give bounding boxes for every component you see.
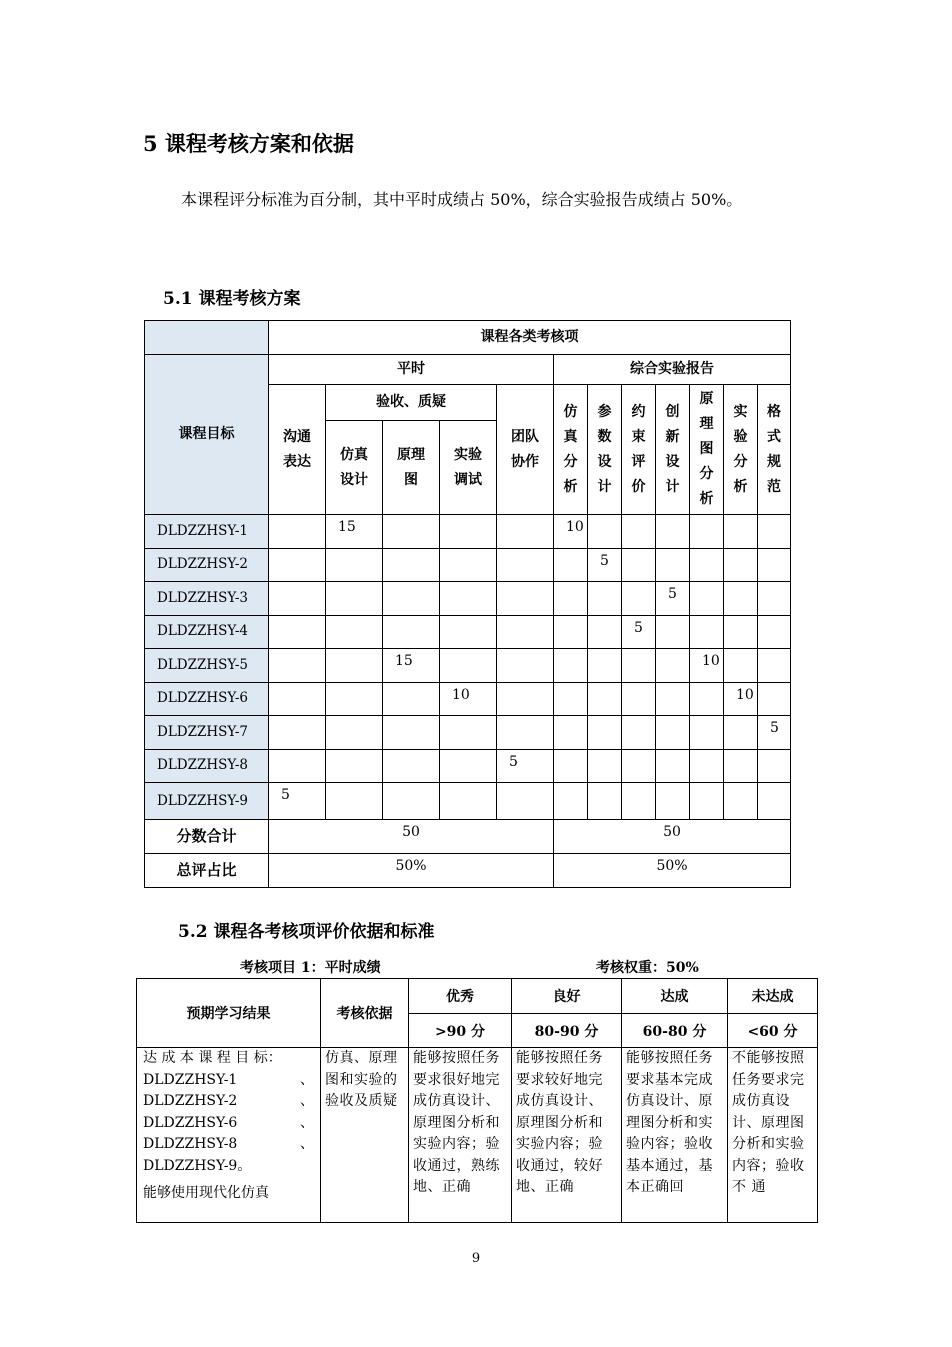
score-cell: 5 xyxy=(758,716,791,750)
score-cell xyxy=(269,615,326,649)
header-pass-range: 60-80 分 xyxy=(622,1014,728,1048)
score-cell xyxy=(622,548,656,582)
table-row xyxy=(145,783,791,820)
course-goal-code: DLDZZHSY-5 xyxy=(145,649,269,683)
outcome-goal-line: DLDZZHSY-9。 xyxy=(143,1157,252,1174)
header-col-schematic: 原理 图 xyxy=(383,421,440,515)
header-report-col: 原 理 图 分 析 xyxy=(690,385,724,515)
score-cell xyxy=(588,682,622,716)
score-cell xyxy=(497,783,554,820)
score-cell xyxy=(622,749,656,783)
table-row xyxy=(145,682,791,716)
header-outcome: 预期学习结果 xyxy=(137,979,321,1048)
score-cell xyxy=(690,716,724,750)
score-cell xyxy=(497,682,554,716)
corner-cell xyxy=(145,321,269,355)
score-cell: 10 xyxy=(724,682,758,716)
score-cell xyxy=(622,783,656,820)
score-cell xyxy=(690,682,724,716)
score-cell xyxy=(588,515,622,549)
table2-caption-weight: 考核权重：50% xyxy=(596,960,699,976)
score-cell xyxy=(588,615,622,649)
score-cell xyxy=(383,716,440,750)
score-cell xyxy=(690,783,724,820)
course-goal-code: DLDZZHSY-9 xyxy=(145,783,269,820)
header-col-teamwork: 团队 协作 xyxy=(497,385,554,515)
subsection-title-5-1: 5.1 课程考核方案 xyxy=(163,289,301,309)
score-cell xyxy=(656,783,690,820)
score-cell xyxy=(656,548,690,582)
header-good: 良好 xyxy=(512,979,622,1014)
score-cell: 15 xyxy=(383,649,440,683)
score-cell xyxy=(554,749,588,783)
header-col-simulation: 仿真 设计 xyxy=(326,421,383,515)
table-row xyxy=(145,716,791,750)
score-cell xyxy=(690,515,724,549)
header-report-col: 仿 真 分 析 xyxy=(554,385,588,515)
header-report-col: 格 式 规 范 xyxy=(758,385,791,515)
score-cell xyxy=(656,749,690,783)
score-cell xyxy=(724,783,758,820)
score-cell xyxy=(622,515,656,549)
score-cell xyxy=(554,615,588,649)
score-cell xyxy=(554,716,588,750)
header-excellent: 优秀 xyxy=(409,979,512,1014)
score-cell xyxy=(383,582,440,616)
score-cell: 5 xyxy=(497,749,554,783)
score-cell xyxy=(724,548,758,582)
table-row xyxy=(145,615,791,649)
header-fail-range: <60 分 xyxy=(728,1014,818,1048)
score-cell xyxy=(656,716,690,750)
score-cell xyxy=(269,749,326,783)
score-cell xyxy=(724,615,758,649)
score-cell xyxy=(497,548,554,582)
score-cell xyxy=(758,649,791,683)
outcome-goal-line: DLDZZHSY-6 、 xyxy=(143,1114,314,1131)
course-goal-code: DLDZZHSY-8 xyxy=(145,749,269,783)
score-cell xyxy=(269,716,326,750)
score-cell xyxy=(690,749,724,783)
sum-row xyxy=(145,820,791,854)
score-cell xyxy=(622,682,656,716)
score-cell xyxy=(269,682,326,716)
header-pingshi: 平时 xyxy=(269,355,554,385)
header-col-experiment: 实验 调试 xyxy=(440,421,497,515)
score-cell xyxy=(656,649,690,683)
outcome-lead: 达 成 本 课 程 目 标： xyxy=(143,1050,282,1066)
score-cell xyxy=(758,582,791,616)
header-fail: 未达成 xyxy=(728,979,818,1014)
score-cell xyxy=(588,716,622,750)
score-cell xyxy=(497,716,554,750)
header-basis: 考核依据 xyxy=(321,979,409,1048)
score-cell xyxy=(554,582,588,616)
sum-row-pingshi: 50 xyxy=(269,820,554,854)
ratio-row xyxy=(145,854,791,888)
score-cell xyxy=(758,783,791,820)
score-cell xyxy=(440,548,497,582)
header-col-communication: 沟通 表达 xyxy=(269,385,326,515)
score-cell xyxy=(326,548,383,582)
score-cell xyxy=(622,649,656,683)
table-row xyxy=(145,548,791,582)
outcome-goal-line: DLDZZHSY-1 、 xyxy=(143,1071,314,1088)
score-cell xyxy=(497,615,554,649)
header-good-range: 80-90 分 xyxy=(512,1014,622,1048)
score-cell xyxy=(758,682,791,716)
assessment-plan-table xyxy=(144,320,791,888)
ratio-row-pingshi: 50% xyxy=(269,854,554,888)
section-title: 5 课程考核方案和依据 xyxy=(143,131,354,156)
score-cell xyxy=(269,582,326,616)
score-cell xyxy=(622,716,656,750)
score-cell xyxy=(383,515,440,549)
course-goal-code: DLDZZHSY-4 xyxy=(145,615,269,649)
score-cell xyxy=(554,783,588,820)
score-cell xyxy=(440,649,497,683)
header-pass: 达成 xyxy=(622,979,728,1014)
outcome-cell xyxy=(137,1048,321,1223)
score-cell xyxy=(724,649,758,683)
score-cell: 10 xyxy=(554,515,588,549)
sum-row-report: 50 xyxy=(554,820,791,854)
outcome-goal-line: DLDZZHSY-2 、 xyxy=(143,1093,314,1109)
score-cell: 5 xyxy=(588,548,622,582)
score-cell xyxy=(440,515,497,549)
score-cell xyxy=(326,615,383,649)
score-cell xyxy=(440,716,497,750)
score-cell xyxy=(326,716,383,750)
score-cell xyxy=(326,783,383,820)
pass-cell: 能够按照任务要求基本完成仿真设计、原理图分析和实验内容；验收基本通过，基本正确回 xyxy=(622,1048,728,1223)
evaluation-criteria-table xyxy=(136,978,818,1223)
score-cell xyxy=(758,749,791,783)
outcome-goal-line: DLDZZHSY-8 、 xyxy=(143,1136,314,1152)
score-cell xyxy=(383,783,440,820)
score-cell xyxy=(656,682,690,716)
score-cell xyxy=(758,615,791,649)
header-report-col: 创 新 设 计 xyxy=(656,385,690,515)
score-cell: 5 xyxy=(269,783,326,820)
score-cell xyxy=(724,749,758,783)
score-cell xyxy=(758,515,791,549)
score-cell xyxy=(326,582,383,616)
table-row xyxy=(145,582,791,616)
score-cell xyxy=(690,582,724,616)
score-cell xyxy=(269,515,326,549)
score-cell xyxy=(440,783,497,820)
sum-row-label: 分数合计 xyxy=(145,820,269,854)
score-cell xyxy=(724,716,758,750)
intro-paragraph: 本课程评分标准为百分制，其中平时成绩占 50%，综合实验报告成绩占 50%。 xyxy=(181,190,743,209)
table-row xyxy=(145,749,791,783)
subsection-title-5-2: 5.2 课程各考核项评价依据和标准 xyxy=(178,922,435,942)
header-acceptance: 验收、质疑 xyxy=(326,385,497,421)
score-cell xyxy=(440,582,497,616)
score-cell xyxy=(497,649,554,683)
score-cell xyxy=(656,515,690,549)
score-cell xyxy=(383,615,440,649)
good-cell: 能够按照任务要求较好地完成仿真设计、原理图分析和实验内容；验收通过，较好地、正确 xyxy=(512,1048,622,1223)
score-cell xyxy=(554,682,588,716)
fail-cell: 不能够按照任务要求完成仿真设计、原理图分析和实验内容；验收 不 通 xyxy=(728,1048,818,1223)
score-cell xyxy=(622,582,656,616)
score-cell xyxy=(269,548,326,582)
score-cell xyxy=(588,649,622,683)
score-cell xyxy=(690,548,724,582)
table-row xyxy=(145,515,791,549)
score-cell xyxy=(383,749,440,783)
header-report-col: 实 验 分 析 xyxy=(724,385,758,515)
course-goal-code: DLDZZHSY-6 xyxy=(145,682,269,716)
outcome-tail: 能够使用现代化仿真 xyxy=(143,1185,269,1201)
score-cell: 5 xyxy=(656,582,690,616)
score-cell xyxy=(588,783,622,820)
header-report: 综合实验报告 xyxy=(554,355,791,385)
score-cell xyxy=(326,749,383,783)
score-cell xyxy=(690,615,724,649)
score-cell: 15 xyxy=(326,515,383,549)
score-cell xyxy=(497,515,554,549)
score-cell xyxy=(554,649,588,683)
ratio-row-report: 50% xyxy=(554,854,791,888)
header-report-col: 参 数 设 计 xyxy=(588,385,622,515)
header-course-goal: 课程目标 xyxy=(145,355,269,515)
header-report-col: 约 束 评 价 xyxy=(622,385,656,515)
score-cell xyxy=(758,548,791,582)
score-cell: 10 xyxy=(440,682,497,716)
score-cell xyxy=(588,749,622,783)
header-excellent-range: >90 分 xyxy=(409,1014,512,1048)
score-cell xyxy=(269,649,326,683)
score-cell: 5 xyxy=(622,615,656,649)
table2-caption-item: 考核项目 1：平时成绩 xyxy=(240,960,381,976)
score-cell xyxy=(497,582,554,616)
ratio-row-label: 总评占比 xyxy=(145,854,269,888)
page-number: 9 xyxy=(471,1251,481,1266)
course-goal-code: DLDZZHSY-3 xyxy=(145,582,269,616)
score-cell xyxy=(326,682,383,716)
course-goal-code: DLDZZHSY-1 xyxy=(145,515,269,549)
score-cell xyxy=(554,548,588,582)
score-cell xyxy=(588,582,622,616)
score-cell xyxy=(383,548,440,582)
score-cell xyxy=(724,515,758,549)
header-assessment-items: 课程各类考核项 xyxy=(269,321,791,355)
table-row xyxy=(145,649,791,683)
course-goal-code: DLDZZHSY-2 xyxy=(145,548,269,582)
score-cell xyxy=(383,682,440,716)
score-cell xyxy=(656,615,690,649)
course-goal-code: DLDZZHSY-7 xyxy=(145,716,269,750)
score-cell xyxy=(440,615,497,649)
score-cell xyxy=(724,582,758,616)
excellent-cell: 能够按照任务要求很好地完成仿真设计、原理图分析和实验内容；验收通过，熟练地、正确 xyxy=(409,1048,512,1223)
score-cell xyxy=(440,749,497,783)
score-cell: 10 xyxy=(690,649,724,683)
score-cell xyxy=(326,649,383,683)
basis-cell: 仿真、原理图和实验的验收及质疑 xyxy=(321,1048,409,1223)
